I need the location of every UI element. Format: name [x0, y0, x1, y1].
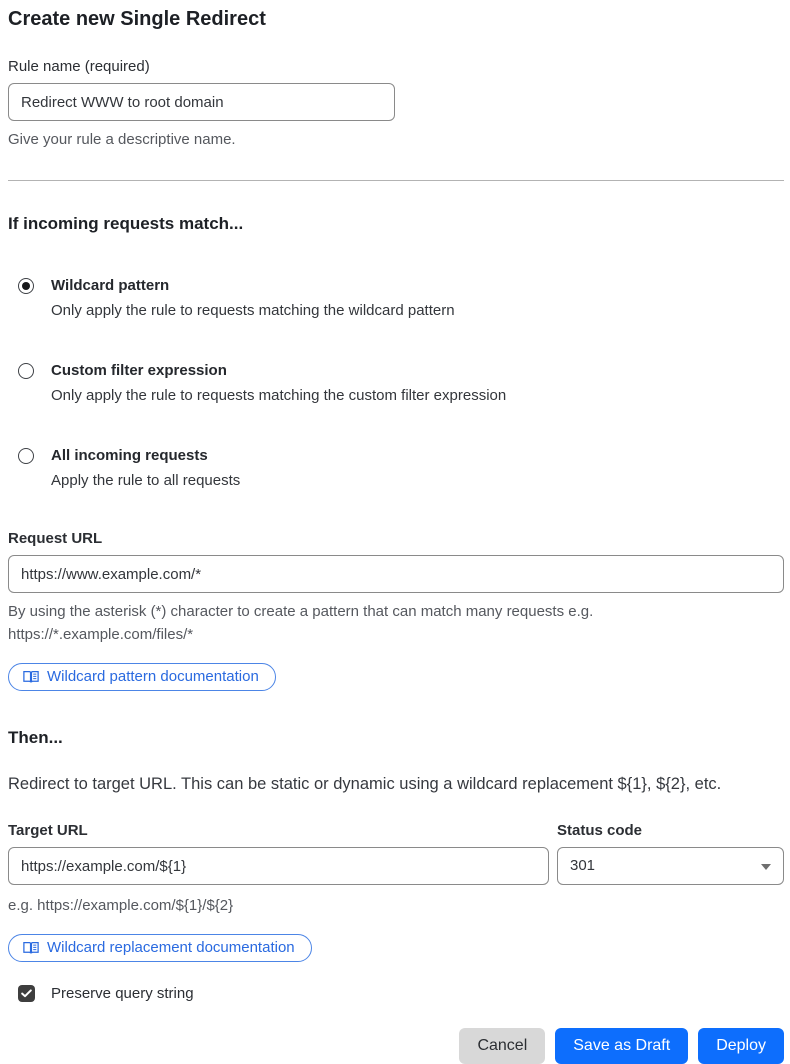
open-book-icon: [23, 941, 39, 955]
target-url-helper: e.g. https://example.com/${1}/${2}: [8, 897, 234, 914]
rule-name-field: [8, 58, 784, 151]
radio-description: Apply the rule to all requests: [51, 472, 241, 489]
caret-down-icon: [761, 864, 771, 870]
rule-name-label: Rule name (required): [8, 58, 150, 75]
match-section-heading: If incoming requests match...: [8, 214, 244, 233]
request-url-input[interactable]: [8, 555, 784, 593]
request-url-label: Request URL: [8, 530, 103, 547]
target-url-field: [8, 822, 549, 885]
target-url-input[interactable]: [8, 847, 549, 885]
radio-label: All incoming requests: [51, 447, 208, 464]
request-url-helper: [8, 600, 784, 646]
radio-button-custom-filter[interactable]: [18, 363, 34, 379]
rule-name-input[interactable]: [8, 83, 395, 121]
save-as-draft-button[interactable]: Save as Draft: [555, 1028, 688, 1064]
radio-option-wildcard-pattern[interactable]: [8, 275, 784, 322]
request-url-helper-line1: By using the asterisk (*) character to create a pattern that can match many requests e.g.: [8, 603, 594, 620]
cancel-button[interactable]: Cancel: [459, 1028, 545, 1064]
status-code-value: 301: [570, 857, 596, 874]
radio-option-custom-filter[interactable]: [8, 360, 784, 407]
wildcard-replacement-docs-label: Wildcard replacement documentation: [47, 939, 295, 956]
preserve-query-checkbox[interactable]: [18, 985, 35, 1002]
wildcard-pattern-docs-label: Wildcard pattern documentation: [47, 668, 259, 685]
radio-option-all-requests[interactable]: [8, 445, 784, 492]
open-book-icon: [23, 670, 39, 684]
wildcard-replacement-docs-button[interactable]: [8, 934, 312, 962]
status-code-field: [557, 822, 784, 885]
radio-label: Custom filter expression: [51, 362, 227, 379]
target-url-label: Target URL: [8, 822, 88, 839]
then-section-heading: Then...: [8, 728, 63, 747]
deploy-button[interactable]: Deploy: [698, 1028, 784, 1064]
then-section-description: Redirect to target URL. This can be static or dynamic using a wildcard replacement ${1}, ${2}, etc.: [8, 775, 722, 793]
radio-label: Wildcard pattern: [51, 277, 170, 294]
preserve-query-label: Preserve query string: [51, 985, 194, 1002]
section-divider: [8, 180, 784, 181]
match-type-radio-group: [8, 275, 784, 492]
check-icon: [21, 985, 32, 1003]
wildcard-pattern-docs-button[interactable]: [8, 663, 276, 691]
radio-description: Only apply the rule to requests matching the wildcard pattern: [51, 302, 455, 319]
footer-actions: [8, 1028, 784, 1064]
radio-description: Only apply the rule to requests matching the custom filter expression: [51, 387, 507, 404]
request-url-field: [8, 530, 784, 691]
target-row: [8, 822, 784, 885]
request-url-helper-line2: https://*.example.com/files/*: [8, 626, 194, 643]
radio-button-wildcard-pattern[interactable]: [18, 278, 34, 294]
status-code-select[interactable]: [557, 847, 784, 885]
status-code-label: Status code: [557, 822, 643, 839]
preserve-query-row[interactable]: [8, 985, 784, 1002]
rule-name-helper: Give your rule a descriptive name.: [8, 131, 236, 148]
page-title: Create new Single Redirect: [8, 8, 266, 30]
radio-button-all-requests[interactable]: [18, 448, 34, 464]
